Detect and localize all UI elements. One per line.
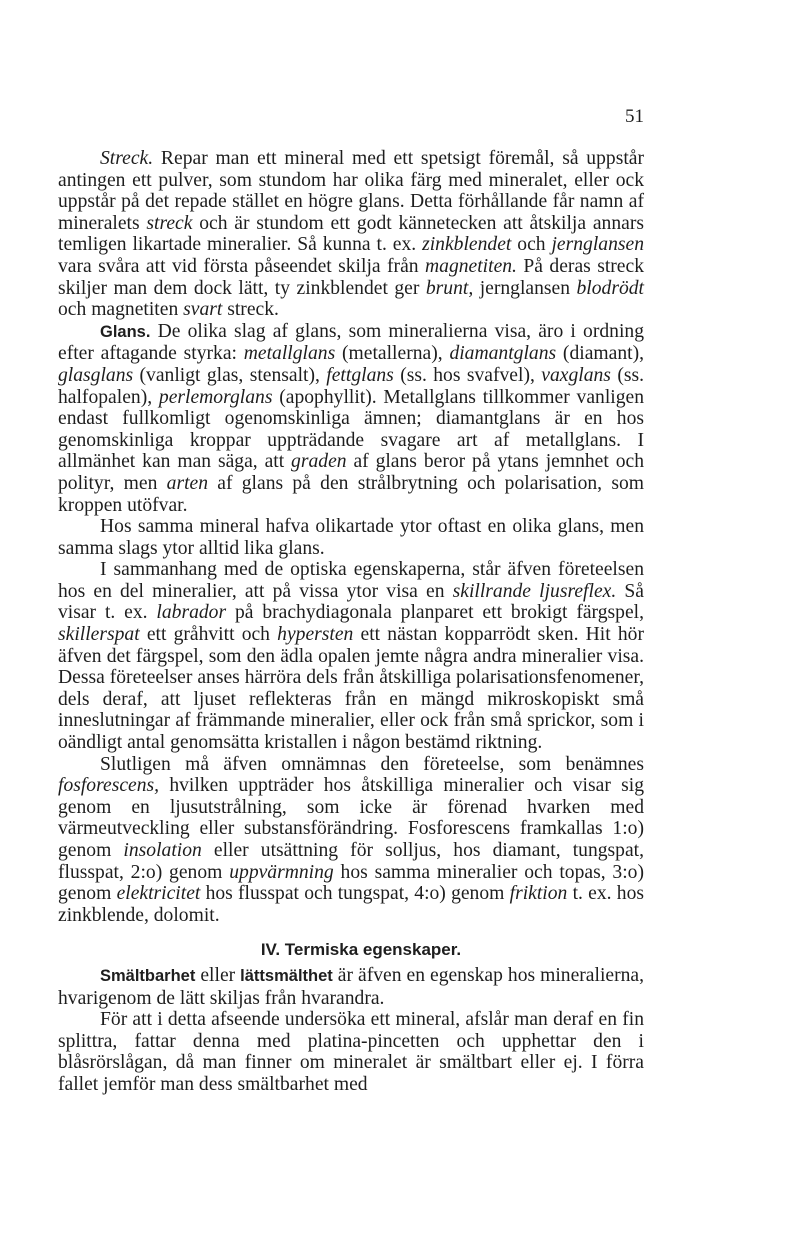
paragraph-glans-surfaces: Hos samma mineral hafva olikartade ytor oftast en olika glans, men samma slags ytor alltid lika glans. bbox=[58, 516, 644, 559]
term-streck-heading: Streck. bbox=[100, 148, 154, 169]
term-glans-heading: Glans. bbox=[100, 322, 151, 341]
paragraph-blasror: För att i detta afseende undersöka ett mineral, afslår man deraf en fin splittra, fattar denna med platina-pincetten och upphettar den i blåsrörslågan, då man finner om mineralet är smältbart eller ej. I förra fallet jemför man dess smältbarhet med bbox=[58, 1009, 644, 1095]
paragraph-fosforescens: Slutligen må äfven omnämnas den företeelse, som benämnes fosforescens, hvilken uppträder hos åtskilliga mineralier och visar sig genom en ljusutstrålning, som icke är förenad hvarken med värmeutveckling eller substansförändring. Fosforescens framkallas 1:o) genom insolation eller utsättning för solljus, hos diamant, tungspat, flusspat, 2:o) genom uppvärmning hos samma mineralier och topas, 3:o) genom elektricitet hos flusspat och tungspat, 4:o) genom friktion t. ex. hos zinkblende, dolomit. bbox=[58, 753, 644, 926]
section-heading: IV. Termiska egenskaper. bbox=[260, 940, 462, 960]
page-number: 51 bbox=[625, 106, 644, 127]
paragraph-smaltbarhet: Smältbarhet eller lättsmälthet är äfven en egenskap hos mineralierna, hvarigenom de lätt skiljas från hvarandra. bbox=[58, 964, 645, 1009]
body-text bbox=[58, 148, 644, 1096]
paragraph-streck: Streck. Repar man ett mineral med ett spetsigt föremål, så uppstår antingen ett pulver, som stundom har olika färg med mineralet, eller ock uppstår på det repade stället en högre glans. Detta förhållande får namn af mineralets streck och är stundom ett godt kännetecken att åtskilja annars temligen likartade mineralier. Så kunna t. ex. zinkblendet och jernglansen vara svåra att vid första påseendet skilja från magnetiten. På deras streck skiljer man dem dock lätt, ty zinkblendet ger brunt, jernglansen blodrödt och magnetiten svart streck. bbox=[58, 148, 644, 321]
paragraph-light-reflex: I sammanhang med de optiska egenskaperna, står äfven företeelsen hos en del mineralier, att på vissa ytor visa en skillrande ljusreflex. Så visar t. ex. labrador på brachydiagonala planparet ett brokigt färgspel, skillerspat ett gråhvitt och hypersten ett nästan kopparrödt sken. Hit hör äfven det färgspel, som den ädla opalen jemte några andra mineralier visa. Dessa företeelser anses härröra dels från åtskilliga polarisationsfenomener, dels deraf, att ljuset reflekteras från en mängd mikroskopiskt små inneslutningar af främmande mineralier, eller ock från små sprickor, som i oändligt antal genomsätta kristallen i någon bestämd riktning. bbox=[58, 559, 644, 754]
paragraph-glans: Glans. De olika slag af glans, som mineralierna visa, äro i ordning efter aftagande styrka: metallglans (metallerna), diamantglans (diamant), glasglans (vanligt glas, stensalt), fettglans (ss. hos svafvel), vaxglans (ss. halfopalen), perlemorglans (apophyllit). Metallglans tillkommer vanligen endast fullkomligt ogenomskinliga ämnen; diamantglans är en hos genomskinliga kroppar uppträdande svagare art af metallglans. I allmänhet kan man säga, att graden af glans beror på ytans jemnhet och polityr, men arten af glans på den strålbrytning och polarisation, som kroppen utöfvar. bbox=[58, 320, 645, 516]
